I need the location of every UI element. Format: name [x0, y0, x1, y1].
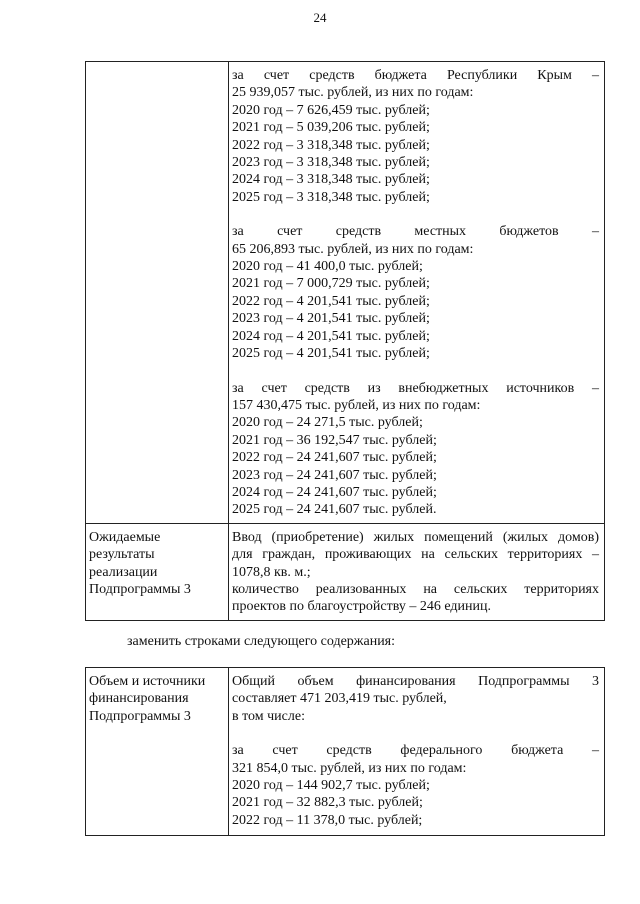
block-heading: за счет средств местных бюджетов – [232, 224, 599, 240]
financing-table [85, 61, 605, 621]
label-line: финансирования [89, 691, 189, 707]
content-line: количество реализованных на сельских территориях [232, 581, 599, 597]
year-line: 2025 год – 4 201,541 тыс. рублей; [232, 346, 430, 362]
year-line: 2020 год – 24 271,5 тыс. рублей; [232, 415, 423, 431]
label-line: Ожидаемые [89, 529, 161, 545]
year-line: 2020 год – 144 902,7 тыс. рублей; [232, 778, 430, 794]
intro-line: в том числе: [232, 708, 305, 724]
block-heading: за счет средств из внебюджетных источников – [232, 380, 599, 396]
label-line: результаты [89, 547, 155, 563]
year-line: 2025 год – 24 241,607 тыс. рублей. [232, 502, 437, 518]
block-total: 157 430,475 тыс. рублей, из них по годам: [232, 397, 481, 413]
label-line: Подпрограммы 3 [89, 708, 191, 724]
table-row [86, 668, 605, 836]
label-line: Объем и источники [89, 674, 206, 689]
expected-results-label [86, 523, 229, 620]
volume-sources-content [229, 668, 605, 836]
year-line: 2022 год – 4 201,541 тыс. рублей; [232, 293, 430, 309]
year-line: 2023 год – 3 318,348 тыс. рублей; [232, 155, 430, 171]
block-total: 321 854,0 тыс. рублей, из них по годам: [232, 760, 467, 776]
content-line: Ввод (приобретение) жилых помещений (жилых домов) [232, 529, 599, 545]
year-line: 2023 год – 24 241,607 тыс. рублей; [232, 467, 437, 483]
block-total: 65 206,893 тыс. рублей, из них по годам: [232, 241, 474, 257]
funding-sources-cell [229, 62, 605, 524]
federal-budget-block [232, 742, 599, 829]
year-line: 2024 год – 24 241,607 тыс. рублей; [232, 484, 437, 500]
replacement-table [85, 667, 605, 836]
expected-results-content [229, 523, 605, 620]
block-total: 25 939,057 тыс. рублей, из них по годам: [232, 85, 474, 101]
label-line: Подпрограммы 3 [89, 581, 191, 597]
republic-budget-block [232, 67, 599, 206]
intro-line: Общий объем финансирования Подпрограммы 3 [232, 674, 599, 689]
year-line: 2024 год – 4 201,541 тыс. рублей; [232, 328, 430, 344]
year-line: 2021 год – 5 039,206 тыс. рублей; [232, 120, 430, 136]
row-label-empty [86, 62, 229, 524]
year-line: 2021 год – 36 192,547 тыс. рублей; [232, 432, 437, 448]
table-row [86, 62, 605, 524]
year-line: 2020 год – 7 626,459 тыс. рублей; [232, 102, 430, 118]
table-row [86, 523, 605, 620]
content-line: 1078,8 кв. м.; [232, 564, 311, 580]
year-line: 2021 год – 32 882,3 тыс. рублей; [232, 795, 423, 811]
label-line: реализации [89, 564, 158, 580]
content-line: для граждан, проживающих на сельских территориях – [232, 547, 599, 563]
replace-instruction: заменить строками следующего содержания: [127, 634, 396, 649]
year-line: 2024 год – 3 318,348 тыс. рублей; [232, 172, 430, 188]
year-line: 2023 год – 4 201,541 тыс. рублей; [232, 311, 430, 327]
year-line: 2025 год – 3 318,348 тыс. рублей; [232, 189, 430, 205]
page-number: 24 [313, 10, 327, 25]
volume-sources-label [86, 668, 229, 836]
year-line: 2022 год – 3 318,348 тыс. рублей; [232, 137, 430, 153]
content-line: проектов по благоустройству – 246 единиц. [232, 599, 491, 615]
year-line: 2022 год – 24 241,607 тыс. рублей; [232, 450, 437, 466]
intro-line: составляет 471 203,419 тыс. рублей, [232, 691, 447, 707]
extrabudgetary-block [232, 380, 599, 519]
year-line: 2020 год – 41 400,0 тыс. рублей; [232, 259, 423, 275]
year-line: 2022 год – 11 378,0 тыс. рублей; [232, 812, 423, 828]
year-line: 2021 год – 7 000,729 тыс. рублей; [232, 276, 430, 292]
local-budgets-block [232, 223, 599, 362]
block-heading: за счет средств бюджета Республики Крым – [232, 68, 599, 83]
block-heading: за счет средств федерального бюджета – [232, 743, 599, 759]
